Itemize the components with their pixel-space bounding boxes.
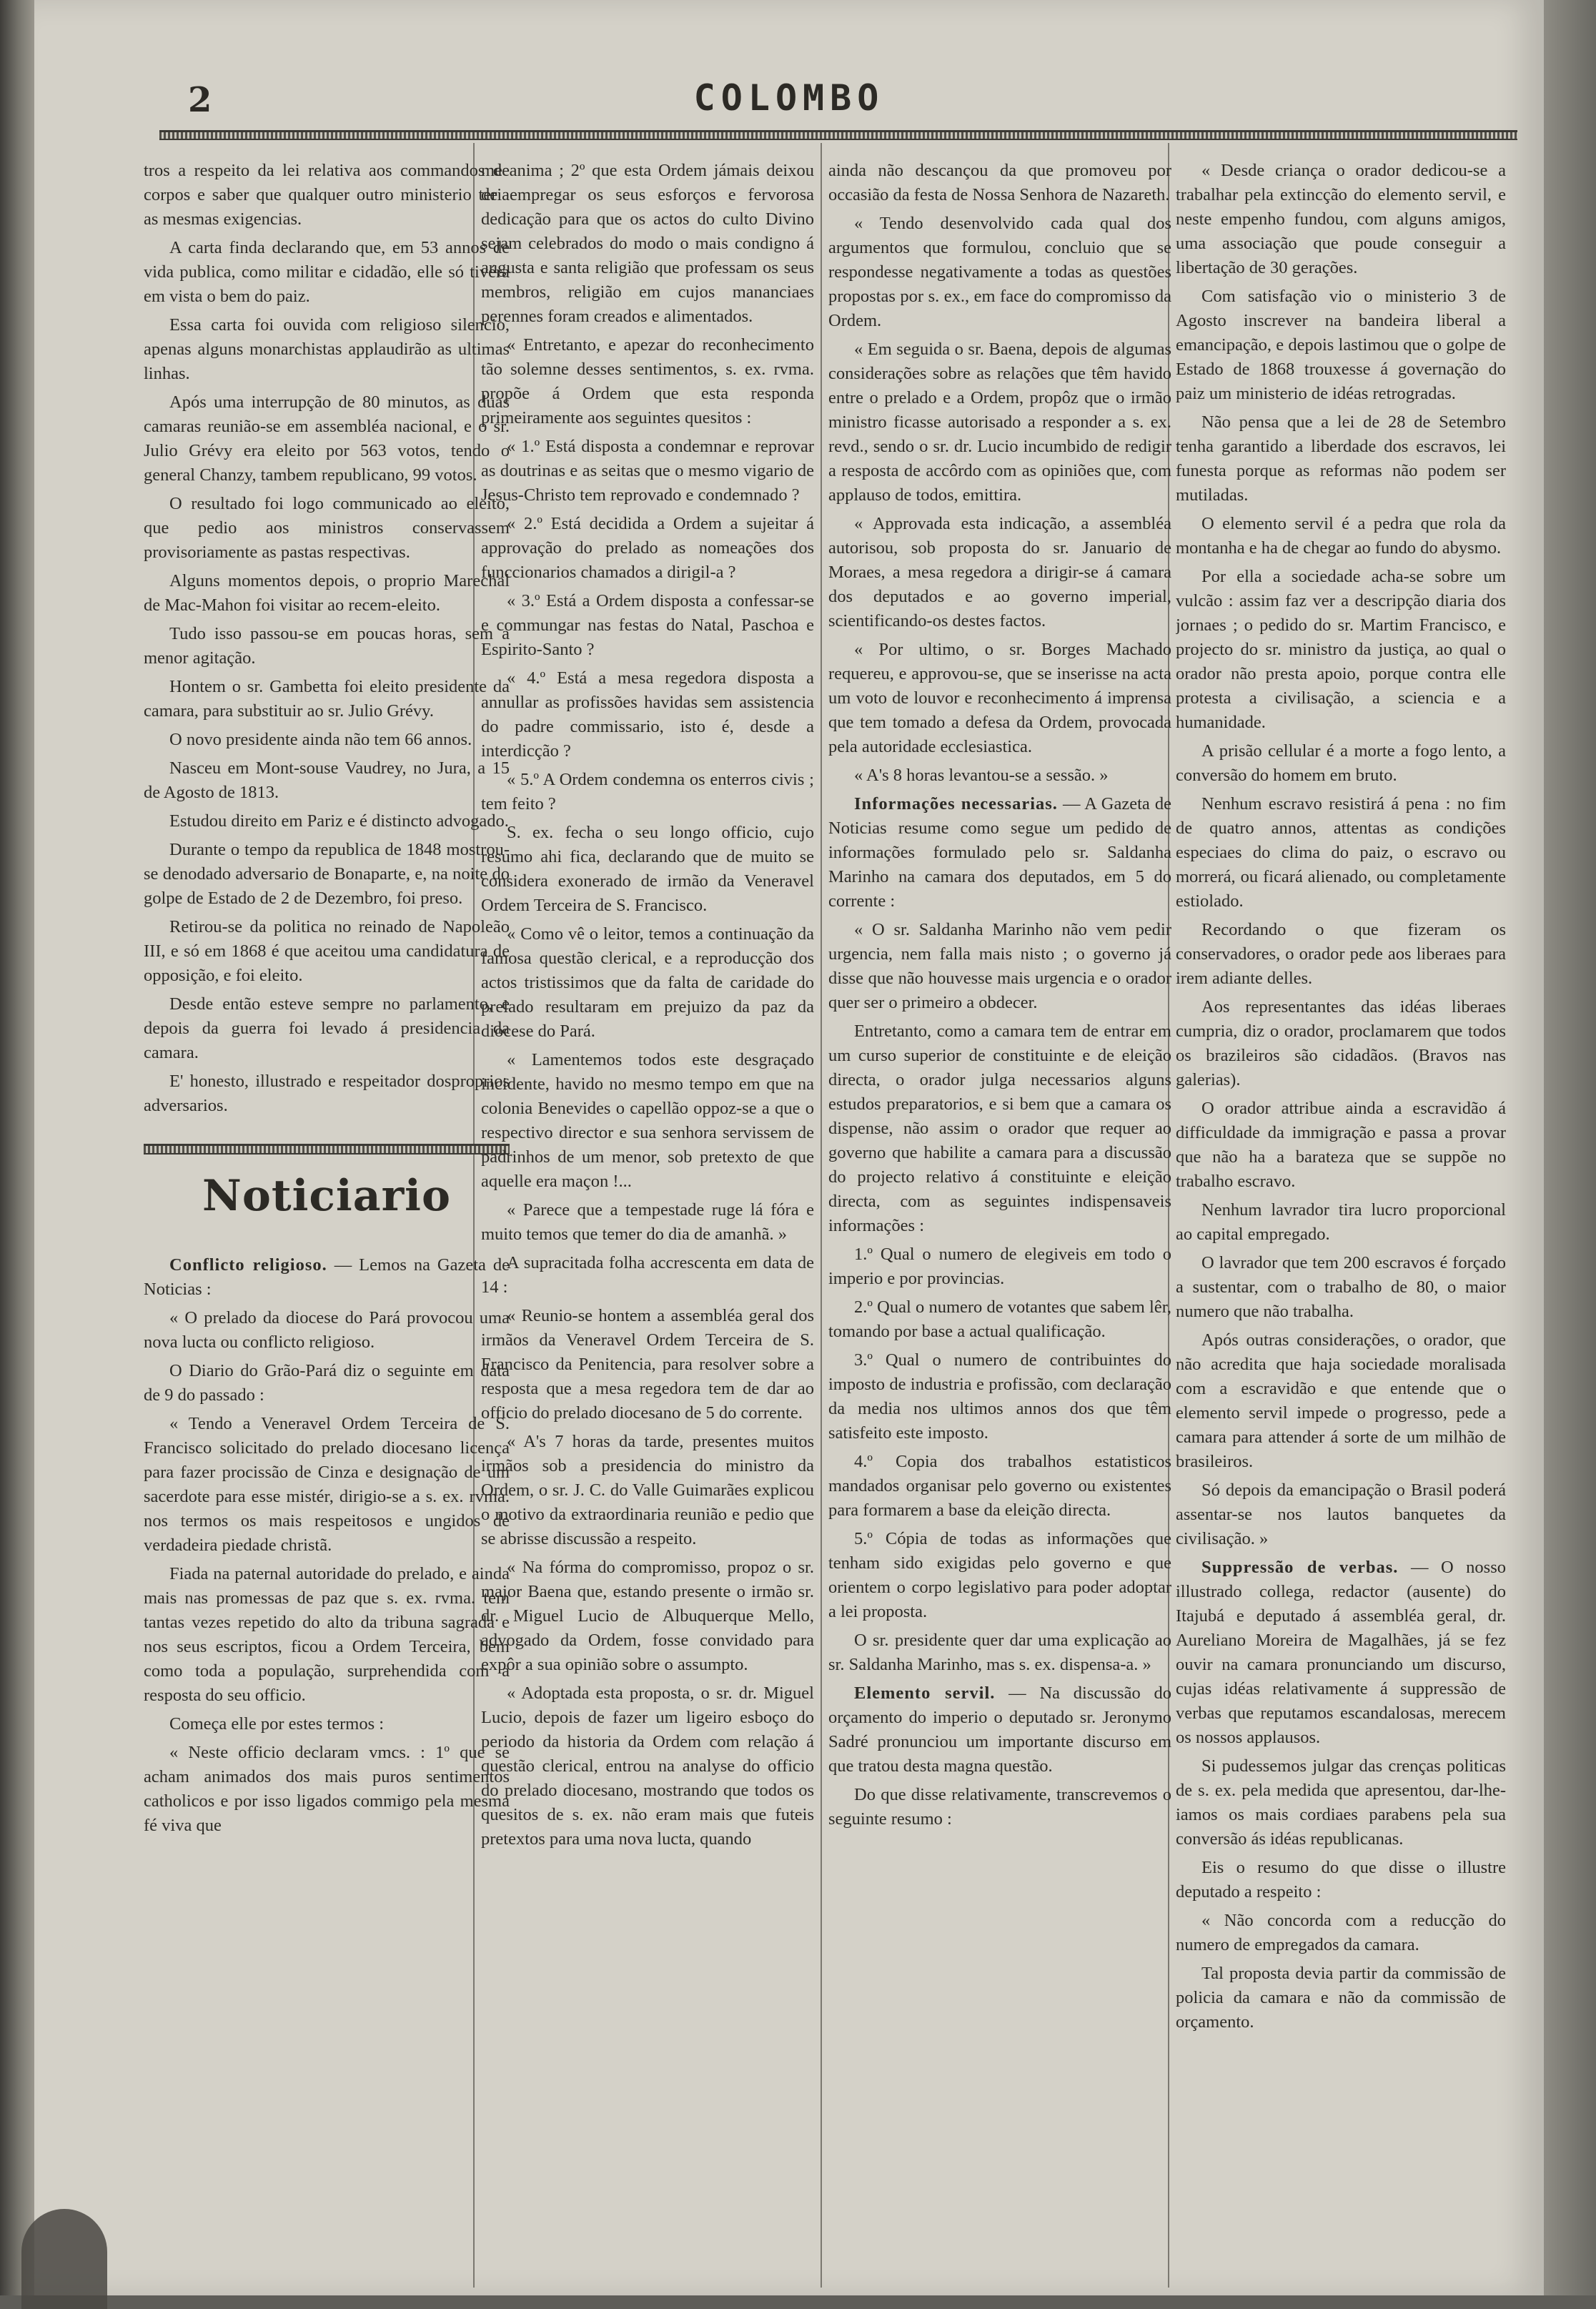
- newspaper-title: COLOMBO: [693, 77, 885, 119]
- paragraph: « Parece que a tempestade ruge lá fóra e muito temos que temer do dia de amanhã. »: [481, 1200, 814, 1244]
- paragraph: « Em seguida o sr. Baena, depois de algumas considerações sobre as relações que têm havido entre o prelado e a Ordem, propôz que o irmão ministro ficasse autorisado a responder a s. ex. revd., sendo o sr. dr. Lucio incumbido de redigir a resposta de accôrdo com as opiniões que, com applauso de todos, emittira.: [828, 340, 1171, 505]
- paragraph: Aos representantes das idéas liberaes cumpria, diz o orador, proclamarem que todos os brazileiros são cidadãos. (Bravos nas galerias).: [1176, 997, 1506, 1089]
- paragraph: Entretanto, como a camara tem de entrar em um curso superior de constituinte e de eleição directa, o orador julga necessarios alguns estudos preparatorios, e si bem que a camara os dispense, não assim o orador que requer ao governo que habilite a camara para a discussão do projecto relativo á constituinte e eleição directa, com as seguintes indispensaveis informações :: [828, 1022, 1171, 1235]
- paragraph: « O sr. Saldanha Marinho não vem pedir urgencia, nem falla mais nisto ; o governo já disse que não houvesse mais urgencia e o orador quer ser o primeiro a obdecer.: [828, 920, 1171, 1012]
- paragraph: « A's 8 horas levantou-se a sessão. »: [854, 766, 1109, 785]
- paragraph: Essa carta foi ouvida com religioso silencio, apenas alguns monarchistas applaudirão as ultimas linhas.: [144, 315, 510, 383]
- text-column-4: [1176, 159, 1506, 2268]
- text-column-2: [481, 159, 814, 2268]
- paragraph: « 3.º Está a Ordem disposta a confessar-se e commungar nas festas do Natal, Paschoa e Espirito-Santo ?: [481, 591, 814, 659]
- news-item: [828, 1681, 1171, 1779]
- paragraph: Nenhum lavrador tira lucro proporcional ao capital empregado.: [1176, 1200, 1506, 1244]
- paragraph: « Entretanto, e apezar do reconhecimento tão solemne desses sentimentos, s. ex. rvma. propõe á Ordem que esta responda primeiramente aos seguintes quesitos :: [481, 335, 814, 427]
- paragraph: A prisão cellular é a morte a fogo lento, a conversão do homem em bruto.: [1176, 741, 1506, 785]
- news-intro: — Na discussão do orçamento do imperio o deputado sr. Jeronymo Sadré pronunciou um importante discurso em que tratou desta magna questão.: [828, 1683, 1171, 1776]
- paragraph: Fiada na paternal autoridade do prelado, e ainda mais nas promessas de paz que s. ex. rvma. tem tantas vezes repetido do alto da tribuna sagrada e nos seus escriptos, ficou a Ordem Terceira, bem como toda a população, surprehendida com a resposta do seu officio.: [144, 1564, 510, 1705]
- paragraph: O orador attribue ainda a escravidão á difficuldade da immigração e passa a provar que não ha a barateza que se suppõe no trabalho escravo.: [1176, 1099, 1506, 1191]
- paragraph: « Não concorda com a reducção do numero de empregados da camara.: [1176, 1911, 1506, 1954]
- paragraph: Do que disse relativamente, transcrevemos o seguinte resumo :: [828, 1785, 1171, 1829]
- news-item: [1176, 1556, 1506, 1750]
- paragraph: Tal proposta devia partir da commissão de policia da camara e não da commissão de orçamento.: [1176, 1964, 1506, 2032]
- paragraph: « Reunio-se hontem a assembléa geral dos irmãos da Veneravel Ordem Terceira de S. Francisco da Penitencia, para resolver sobre a resposta que a mesa regedora tem de dar ao officio do prelado diocesano de 5 do corrente.: [481, 1306, 814, 1423]
- paragraph: O lavrador que tem 200 escravos é forçado a sustentar, com o trabalho de 80, o maior numero que não trabalha.: [1176, 1253, 1506, 1321]
- paragraph: « Como vê o leitor, temos a continuação da famosa questão clerical, e a reproducção dos actos tristissimos que da falta de caridade do prelado resultaram em prejuizo da paz da diocese do Pará.: [481, 924, 814, 1041]
- paragraph: « Approvada esta indicação, a assembléa autorisou, sob proposta do sr. Januario de Moraes, a mesa regedora a dirigir-se á camara dos deputados e ao governo imperial, scientificando-os destes factos.: [828, 514, 1171, 631]
- section-rule: [144, 1144, 510, 1154]
- paragraph: « Na fórma do compromisso, propoz o sr. major Baena que, estando presente o irmão sr. dr. Miguel Lucio de Albuquerque Mello, advogado da Ordem, fosse convidado para expôr a sua opinião sobre o assumpto.: [481, 1558, 814, 1674]
- paragraph: Desde então esteve sempre no parlamento, e depois da guerra foi levado á presidencia da camara.: [144, 994, 510, 1062]
- paragraph: « Tendo a Veneravel Ordem Terceira de S. Francisco solicitado do prelado diocesano licença para fazer procissão de Cinza e designação de um sacerdote para esse mistér, dirigio-se a s. ex. rvma. nos termos os mais respeitosos e ungidos de verdadeira piedade christã.: [144, 1414, 510, 1555]
- paragraph: « Neste officio declaram vmcs. : 1º que se acham animados dos mais puros sentimentos catholicos e por isso ligados commigo pela mesma fé viva que: [144, 1743, 510, 1835]
- news-item: [144, 1253, 510, 1302]
- paragraph: « 1.º Está disposta a condemnar e reprovar as doutrinas e as seitas que o mesmo vigario de Jesus-Christo tem reprovado e condemnado ?: [481, 437, 814, 505]
- paragraph: Só depois da emancipação o Brasil poderá assentar-se nos lautos banquetes da civilisação. »: [1176, 1480, 1506, 1548]
- paragraph: O elemento servil é a pedra que rola da montanha e ha de chegar ao fundo do abysmo.: [1176, 514, 1506, 558]
- paragraph: Começa elle por estes termos :: [169, 1714, 385, 1734]
- news-intro: — Lemos na Gazeta de Noticias :: [144, 1255, 510, 1299]
- paragraph: « Desde criança o orador dedicou-se a trabalhar pela extincção do elemento servil, e neste empenho fundou, com alguns amigos, uma associação que poude conseguir a libertação de 30 gerações.: [1176, 161, 1506, 277]
- paragraph: Nasceu em Mont-souse Vaudrey, no Jura, a 15 de Agosto de 1813.: [144, 758, 510, 802]
- headline: Conflicto religioso.: [169, 1255, 327, 1275]
- paragraph: « Adoptada esta proposta, o sr. dr. Miguel Lucio, depois de fazer um ligeiro esboço do periodo da historia da Ordem com relação á questão clerical, entrou na analyse do officio do prelado diocesano, mostrando que todos os quesitos de s. ex. não eram mais que futeis pretextos para uma nova lucta, quando: [481, 1683, 814, 1849]
- paragraph: A supracitada folha accrescenta em data de 14 :: [481, 1253, 814, 1297]
- paragraph: Alguns momentos depois, o proprio Marechal de Mac-Mahon foi visitar ao recem-eleito.: [144, 571, 510, 615]
- paragraph: S. ex. fecha o seu longo officio, cujo resumo ahi fica, declarando que de muito se considera exonerado de irmão da Veneravel Ordem Terceira de S. Francisco.: [481, 823, 814, 915]
- paragraph: 3.º Qual o numero de contribuintes do imposto de industria e profissão, com declaração da media nos ultimos annos dos que têm satisfeito este imposto.: [828, 1350, 1171, 1443]
- paragraph: ainda não descançou da que promoveu por occasião da festa de Nossa Senhora de Nazareth.: [828, 161, 1171, 204]
- masthead: [34, 0, 1544, 143]
- paragraph: 4.º Copia dos trabalhos estatisticos mandados organisar pelo governo ou existentes para formarem a base da eleição directa.: [828, 1452, 1171, 1520]
- headline: Suppressão de verbas.: [1201, 1558, 1399, 1577]
- paragraph: « 2.º Está decidida a Ordem a sujeitar á approvação do prelado as nomeações dos funccionarios chamados a dirigil-a ?: [481, 514, 814, 582]
- text-column-3: [828, 159, 1171, 2268]
- paragraph: 1.º Qual o numero de elegiveis em todo o imperio e por provincias.: [828, 1245, 1171, 1288]
- paragraph: Si pudessemos julgar das crenças politicas de s. ex. pela medida que apresentou, dar-lhe-iamos os mais cordiaes parabens pela sua conversão ás idéas republicanas.: [1176, 1756, 1506, 1849]
- news-intro: — A Gazeta de Noticias resume como segue um pedido de informações formulado pelo sr. Saldanha Marinho na camara dos deputados, em 5 do corrente :: [828, 794, 1171, 911]
- paragraph: Retirou-se da politica no reinado de Napoleão III, e só em 1868 é que aceitou uma candidatura de opposição, e foi eleito.: [144, 917, 510, 985]
- paragraph: tros a respeito da lei relativa aos commandos de corpos e saber que qualquer outro ministerio teria as mesmas exigencias.: [144, 161, 510, 229]
- paragraph: me anima ; 2º que esta Ordem jámais deixou de empregar os seus esforços e fervorosa dedicação para que os actos do culto Divino sejam celebrados do modo o mais condigno á augusta e santa religião que professam os seus membros, religião em cujos mananciaes perennes foram creados e alimentados.: [481, 161, 814, 326]
- paragraph: Estudou direito em Pariz e é distincto advogado.: [169, 811, 509, 831]
- paragraph: Recordando o que fizeram os conservadores, o orador pede aos liberaes para irem adiante delles.: [1176, 920, 1506, 988]
- header-rule: [159, 130, 1517, 140]
- paragraph: Tudo isso passou-se em poucas horas, sem a menor agitação.: [144, 624, 510, 668]
- column-divider: [821, 143, 822, 2288]
- paragraph: E' honesto, illustrado e respeitador dosproprios adversarios.: [144, 1072, 510, 1115]
- paragraph: Nenhum escravo resistirá á pena : no fim de quatro annos, attentas as condições especiaes do clima do paiz, o escravo ou morrerá, ou ficará alienado, ou completamente estiolado.: [1176, 794, 1506, 911]
- paragraph: « 4.º Está a mesa regedora disposta a annullar as profissões havidas sem assistencia do padre commissario, isto é, desde a interdicção ?: [481, 668, 814, 761]
- headline: Elemento servil.: [854, 1683, 996, 1703]
- paragraph: « 5.º A Ordem condemna os enterros civis ; tem feito ?: [481, 770, 814, 814]
- text-column-1: [144, 159, 510, 2268]
- newspaper-page: [34, 0, 1544, 2295]
- scanner-thumb: [21, 2209, 107, 2309]
- paragraph: « Lamentemos todos este desgraçado incidente, havido no mesmo tempo em que na colonia Benevides o capellão oppoz-se a que o respectivo director e sua senhora servissem de padrinhos de um menor, sob pretexto de que aquelle era maçon !...: [481, 1050, 814, 1191]
- paragraph: Durante o tempo da republica de 1848 mostrou-se denodado adversario de Bonaparte, e, na noite do golpe de Estado de 2 de Dezembro, foi preso.: [144, 840, 510, 908]
- paragraph: Hontem o sr. Gambetta foi eleito presidente da camara, para substituir ao sr. Julio Grévy.: [144, 677, 510, 721]
- paragraph: Eis o resumo do que disse o illustre deputado a respeito :: [1176, 1858, 1506, 1902]
- paragraph: Por ella a sociedade acha-se sobre um vulcão : assim faz ver a descripção diaria dos jornaes ; o pedido do sr. Martim Francisco, e projecto do sr. ministro da justiça, ao qual o orador não presta apoio, porque contra elle protesta a civilisação, a sciencia e a humanidade.: [1176, 567, 1506, 732]
- paragraph: Após outras considerações, o orador, que não acredita que haja sociedade moralisada com a escravidão e que entende que o elemento servil impede o progresso, pede a camara para attender á sorte de um milhão de brasileiros.: [1176, 1330, 1506, 1471]
- paragraph: O Diario do Grão-Pará diz o seguinte em data de 9 do passado :: [144, 1361, 510, 1405]
- paragraph: 5.º Cópia de todas as informações que tenham sido exigidas pelo governo e que orientem o corpo legislativo para poder adoptar a lei proposta.: [828, 1529, 1171, 1621]
- book-binding: [0, 0, 34, 2295]
- paragraph: O novo presidente ainda não tem 66 annos.: [169, 730, 472, 749]
- page-number: 2: [188, 80, 212, 120]
- paragraph: A carta finda declarando que, em 53 annos de vida publica, como militar e cidadão, elle só tivéra em vista o bem do paiz.: [144, 238, 510, 306]
- paragraph: Não pensa que a lei de 28 de Setembro tenha garantido a liberdade dos escravos, lei funesta porque as reformas não podem ser mutiladas.: [1176, 412, 1506, 505]
- paragraph: Com satisfação vio o ministerio 3 de Agosto inscrever na bandeira liberal a emancipação, e depois lastimou que o golpe de Estado de 1868 trouxesse á governação do paiz um ministerio de idéas retrogradas.: [1176, 287, 1506, 403]
- paragraph: « O prelado da diocese do Pará provocou uma nova lucta ou conflicto religioso.: [144, 1308, 510, 1352]
- paragraph: Após uma interrupção de 80 minutos, as duas camaras reunião-se em assembléa nacional, e o sr. Julio Grévy era eleito por 563 votos, tendo o general Chanzy, tambem republicano, 99 votos.: [144, 392, 510, 485]
- paragraph: O resultado foi logo communicado ao eleito, que pedio aos ministros conservassem provisoriamente as pastas respectivas.: [144, 494, 510, 562]
- section-title: Noticiario: [202, 1171, 451, 1221]
- paragraph: « Por ultimo, o sr. Borges Machado requereu, e approvou-se, que se inserisse na acta um voto de louvor e reconhecimento á imprensa que tem tomado a defesa da Ordem, provocada pela autoridade ecclesiastica.: [828, 640, 1171, 756]
- paragraph: 2.º Qual o numero de votantes que sabem lêr, tomando por base a actual qualificação.: [828, 1297, 1171, 1341]
- news-item: [828, 792, 1171, 914]
- page-edge: [1544, 0, 1596, 2295]
- paragraph: « A's 7 horas da tarde, presentes muitos irmãos sob a presidencia do ministro da Ordem, o sr. J. C. do Valle Guimarães explicou o motivo da extraordinaria reunião e pedio que se abrisse discussão a respeito.: [481, 1432, 814, 1548]
- paragraph: « Tendo desenvolvido cada qual dos argumentos que formulou, concluio que se respondesse negativamente a todas as questões propostas por s. ex., em face do compromisso da Ordem.: [828, 214, 1171, 330]
- paragraph: O sr. presidente quer dar uma explicação ao sr. Saldanha Marinho, mas s. ex. dispensa-a. »: [828, 1631, 1171, 1674]
- news-intro: — O nosso illustrado collega, redactor (ausente) do Itajubá e deputado á assembléa geral, dr. Aureliano Moreira de Magalhães, já se fez ouvir na camara pronunciando um discurso, cujas idéas relativamente á suppressão de verbas que reputamos escandalosas, merecem os nossos applausos.: [1176, 1558, 1506, 1747]
- headline: Informações necessarias.: [854, 794, 1058, 814]
